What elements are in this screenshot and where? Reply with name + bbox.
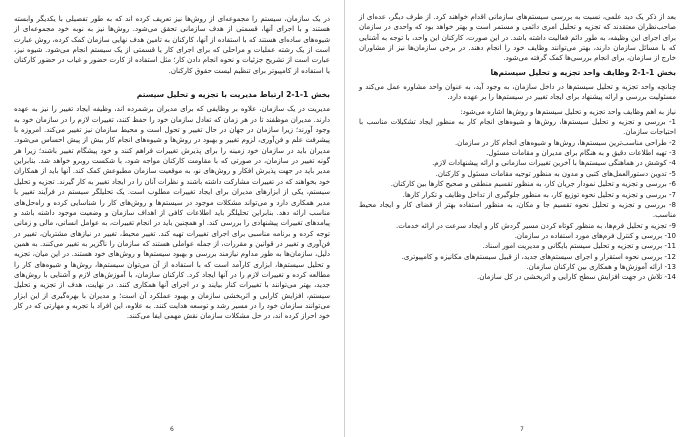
- right-section-heading: بخش 1-1-2 وظایف واحد تجزیه و تحلیل سیستم‌ها: [490, 67, 676, 77]
- right-body-paragraph: چنانچه واحد تجزیه و تحلیل سیستم‌ها در داخل سازمان، به وجود آید، به عنوان واحد مشاوره عمل می‌کند و مسئولیت بررسی و ارائه پیشنهاد برای ایجاد تغییر در سیستم‌ها را بر عهده دارد.: [359, 82, 676, 102]
- list-item: 5- تدوین دستورالعمل‌های کتبی و مدون به منظور توجیه مقامات مسئول و کارکنان.: [435, 168, 676, 178]
- right-intro-paragraph: بعد از ذکر یک دید علمی، نسبت به بررسی سیستم‌های سازمانی اقدام خواهند کرد. از طرف دیگر، عده‌ای از صاحب‌نظران معتقدند که تجزیه و تحلیل امری دائمی و مستمر است و بهتر خواهد بود که واحدی در سازمان برای اجرای این وظیفه، به طور دائم فعالیت داشته باشد. در این صورت، کارکنان این واحد، با توجه به آشنایی که با مسائل سازمان دارند، بهتر می‌توانند وظایف خود را انجام دهند. در برخی سازمان‌ها نیز از مشاوران خارج از سازمان، برای انجام بررسی‌ها کمک گرفته می‌شود.: [359, 12, 676, 63]
- left-section-heading: بخش 1-1-2 ارتباط مدیریت با تجزیه و تحلیل سیستم: [136, 90, 330, 100]
- list-item: 14- تلاش در جهت افزایش سطح کارایی و اثربخشی در کل سازمان.: [477, 272, 676, 282]
- list-item: 7- بررسی و تجزیه و تحلیل نحوه توزیع کار، به منظور جلوگیری از تداخل وظایف و تکرار کارها.: [402, 189, 676, 199]
- right-page: [345, 0, 690, 437]
- list-item: 4- کوشش در هماهنگی سیستم‌ها با آخرین تغییرات سازمانی و ارائه پیشنهادات لازم.: [432, 158, 676, 168]
- list-item: 3- تهیه اطلاعات دقیق و به هنگام برای مدیران و مقامات مسئول.: [486, 148, 676, 158]
- list-item: 10- بررسی و کنترل فرم‌های مورد استفاده در سازمان.: [514, 230, 676, 240]
- list-item: 9- تجزیه و تحلیل فرم‌ها، به منظور کوتاه کردن مسیر گردش کار و ایجاد سرعت در ارائه خدمات.: [395, 220, 676, 230]
- list-intro: نیاز به اهم وظایف واحد تجزیه و تحلیل سیستم‌ها و روش‌ها اشاره می‌شود:: [460, 106, 676, 116]
- list-item: 13- ارائه آموزش‌ها و همکاری بین کارکنان سازمان.: [526, 261, 676, 271]
- list-item: 6- بررسی و تجزیه و تحلیل نمودار جریان کار، به منظور تقسیم منطقی و صحیح کارها بین کارکنان.: [390, 179, 676, 189]
- left-intro-paragraph: در یک سازمان، سیستم را مجموعه‌ای از روش‌ها نیز تعریف کرده اند که به طور تفصیلی با یکدیگر وابسته هستند و با اجرای آنها، قسمتی از هدف سازمانی تحقق می‌شود. روش‌ها نیز به نوبه خود مجموعه‌ای از شیوه‌های ساده‌ای هستند که با استفاده از آنها، کارکنان به تامین هدف نهایی سازمان کمک کرده، روش عبارت است از یک رشته عملیات و مراحلی که برای اجرای کار یا قسمتی از یک سیستم انجام می‌شود. شیوه نیز، عبارت است از تشریح جزئیات و نحوه انجام دادن کار؛ مثل استفاده از کارت حضور و غیاب در حضور کارکنان یا استفاده از کامپیوتر برای تنظیم لیست حقوق کارکنان.: [14, 14, 330, 75]
- list-item: 12- بررسی نحوه استقرار و اجرای سیستم‌های جدید، از قبیل سیستم‌های مکانیزه و کامپیوتری.: [401, 251, 676, 261]
- page-number-left: 6: [170, 425, 174, 433]
- page-number-right: 7: [520, 425, 524, 433]
- left-body-paragraph: مدیریت در یک سازمان، علاوه بر وظایفی که برای مدیران برشمرده اند، وظیفه ایجاد تغییر را نیز به عهده دارند. مدیران موظفند تا در هر زمان که تعادل سازمان خود را حفظ کنند، تغییرات لازم را در سازمان خود به وجود آورند؛ زیرا سازمان در جهان در حال تغییر و تحول است و محیط سازمان نیز تغییر می‌کند. امروزه با پیشرفت علم و فن‌آوری، لزوم تغییر و بهبود در روش‌ها و شیوه‌های انجام کار بیش از پیش احساس می‌شود. مدیران باید در سازمان خود زمینه را برای پذیرش تغییرات فراهم کنند و خود پیشگام تغییر باشند؛ زیرا هر گونه تغییر در سازمان، در صورتی که با مقاومت کارکنان مواجه شود، با شکست روبرو خواهد شد. بنابراین مدیر باید در جهت پذیرش افکار و روش‌های نو، به موقعیت سازمان مطبوعش کمک کند. آنها باید از همکاران خود بخواهند که در تغییرات مشارکت داشته باشند و نظرات آنان را در ایجاد تغییر به کار گیرند. تجزیه و تحلیل سیستم، یکی از ابزارهای مدیران برای ایجاد تغییرات مطلوب است. یک تحلیلگر سیستم در فرآیند تغییر با مدیر همکاری دارد و می‌تواند مشکلات موجود در سیستم‌ها و روش‌های کار را شناسایی کرده و راه‌حل‌های مناسب ارائه دهد. بنابراین تحلیلگر باید اطلاعات کافی از اهداف سازمان و وضعیت موجود داشته باشد و پیامدهای تغییرات پیشنهادی را بررسی کند. او همچنین باید در انجام تغییرات، به عوامل انسانی، مالی و زمانی توجه کرده و برنامه مناسبی برای اجرای تغییرات تهیه کند. تغییر محیط، تغییر در نیازهای مشتریان، تغییر در فن‌آوری و تغییر در قوانین و مقررات، از جمله عواملی هستند که سازمان را ناگزیر به تغییر می‌کنند. به همین دلیل، سازمان‌ها به طور مداوم نیازمند بررسی و بهبود سیستم‌ها و روش‌های خود هستند. در این میان، تجزیه و تحلیل سیستم‌ها، ابزاری کارآمد است که با استفاده از آن می‌توان سیستم‌ها، روش‌ها و شیوه‌های کار را مطالعه کرده و تغییرات لازم را در آنها ایجاد کرد. کارکنان سازمان، با آموزش‌های لازم و آشنایی با روش‌های جدید، بهتر می‌توانند با تغییرات کنار بیایند و در اجرای آنها همکاری کنند. در نهایت، هدف از تجزیه و تحلیل سیستم، افزایش کارایی و اثربخشی سازمان و بهبود عملکرد آن است؛ و مدیران با بهره‌گیری از این ابزار می‌توانند سازمان خود را در مسیر رشد و توسعه هدایت کنند. به علاوه، این افراد با تجربه و مهارتی که در کار خود احراز کرده اند، در حل مشکلات سازمان نقش مهمی ایفا می‌کنند.: [14, 104, 330, 321]
- list-item: 8- بررسی و تجزیه و تحلیل نحوه تقسیم جا و مکان، به منظور استفاده بهتر از فضای کار و ایجاد محیط مناسب.: [359, 199, 676, 220]
- list-item: 11- بررسی و تجزیه و تحلیل سیستم بایگانی و مدیریت امور اسناد.: [482, 241, 676, 251]
- list-item: 2- طراحی مناسب‌ترین سیستم‌ها، روش‌ها و شیوه‌های انجام کار در سازمان.: [454, 137, 676, 147]
- duties-list: [359, 117, 676, 283]
- list-item: 1- بررسی و تجزیه و تحلیل سیستم‌ها، روش‌ها و شیوه‌های انجام کار به منظور ایجاد تشکیلات مناسب با احتیاجات سازمان.: [359, 117, 676, 137]
